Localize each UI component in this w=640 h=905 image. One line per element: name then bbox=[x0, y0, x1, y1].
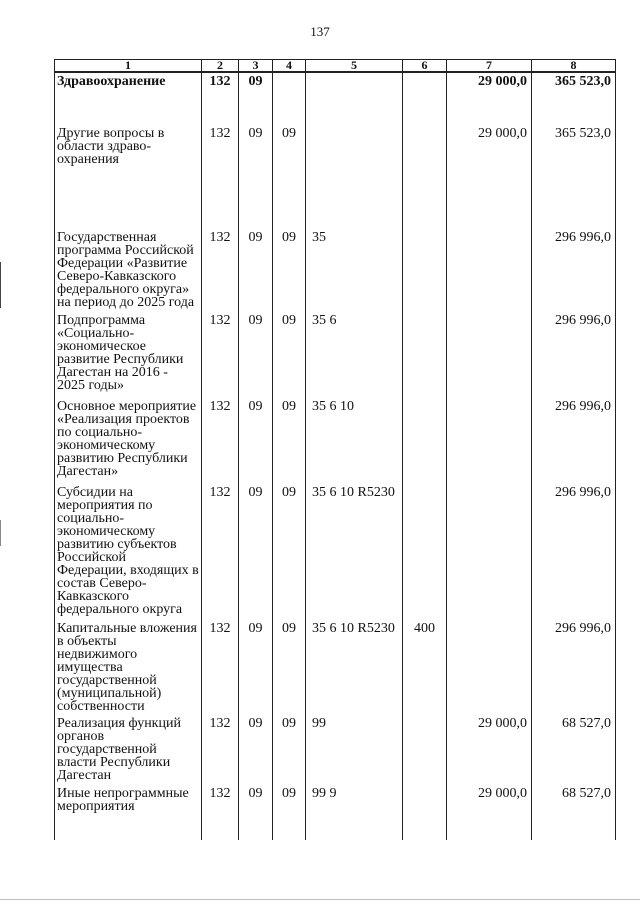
cell-target-article: 35 6 bbox=[306, 310, 403, 396]
row-name: Иные непрограммные мероприятия bbox=[55, 783, 202, 840]
column-header: 3 bbox=[239, 60, 273, 73]
cell-subsection: 09 bbox=[273, 123, 306, 227]
column-header: 6 bbox=[403, 60, 447, 73]
cell-amount-2: 296 996,0 bbox=[532, 310, 616, 396]
cell-amount-1: 29 000,0 bbox=[447, 783, 532, 840]
margin-mark bbox=[0, 262, 1, 308]
cell-expense-type bbox=[403, 783, 447, 840]
table-row bbox=[55, 618, 616, 713]
page-number: 137 bbox=[310, 24, 330, 39]
table-row bbox=[55, 713, 616, 783]
cell-amount-1 bbox=[447, 482, 532, 618]
cell-ministry: 132 bbox=[202, 618, 239, 713]
cell-section: 09 bbox=[239, 227, 273, 310]
cell-amount-2: 365 523,0 bbox=[532, 123, 616, 227]
cell-subsection: 09 bbox=[273, 783, 306, 840]
cell-subsection: 09 bbox=[273, 618, 306, 713]
row-name: Другие вопросы в области здраво-охранения bbox=[55, 123, 202, 227]
cell-subsection: 09 bbox=[273, 227, 306, 310]
row-name: Капитальные вложения в объекты недвижимого имущества государственной (муниципальной) собственности bbox=[55, 618, 202, 713]
cell-subsection: 09 bbox=[273, 482, 306, 618]
cell-ministry: 132 bbox=[202, 123, 239, 227]
cell-amount-2: 68 527,0 bbox=[532, 713, 616, 783]
cell-amount-1: 29 000,0 bbox=[447, 123, 532, 227]
cell-amount-2: 296 996,0 bbox=[532, 227, 616, 310]
cell-subsection: 09 bbox=[273, 310, 306, 396]
column-header: 5 bbox=[306, 60, 403, 73]
cell-target-article: 99 9 bbox=[306, 783, 403, 840]
column-header: 8 bbox=[532, 60, 616, 73]
cell-target-article bbox=[306, 123, 403, 227]
cell-subsection: 09 bbox=[273, 396, 306, 482]
cell-ministry: 132 bbox=[202, 783, 239, 840]
cell-target-article: 99 bbox=[306, 713, 403, 783]
cell-expense-type bbox=[403, 227, 447, 310]
cell-ministry: 132 bbox=[202, 396, 239, 482]
table-row bbox=[55, 72, 616, 123]
cell-amount-1 bbox=[447, 310, 532, 396]
column-header: 4 bbox=[273, 60, 306, 73]
cell-subsection: 09 bbox=[273, 713, 306, 783]
cell-expense-type bbox=[403, 482, 447, 618]
cell-expense-type bbox=[403, 72, 447, 123]
cell-amount-2: 296 996,0 bbox=[532, 618, 616, 713]
column-header: 1 bbox=[55, 60, 202, 73]
column-header: 7 bbox=[447, 60, 532, 73]
cell-ministry: 132 bbox=[202, 482, 239, 618]
cell-section: 09 bbox=[239, 713, 273, 783]
table-row bbox=[55, 396, 616, 482]
cell-amount-2: 68 527,0 bbox=[532, 783, 616, 840]
row-name: Государственная программа Российской Федерации «Развитие Северо-Кавказского федерального округа» на период до 2025 года bbox=[55, 227, 202, 310]
table-row bbox=[55, 123, 616, 227]
cell-amount-1 bbox=[447, 618, 532, 713]
cell-target-article bbox=[306, 72, 403, 123]
table-row bbox=[55, 482, 616, 618]
cell-amount-1 bbox=[447, 227, 532, 310]
budget-table bbox=[54, 59, 616, 840]
cell-expense-type bbox=[403, 713, 447, 783]
cell-section: 09 bbox=[239, 783, 273, 840]
table-row bbox=[55, 310, 616, 396]
cell-target-article: 35 bbox=[306, 227, 403, 310]
cell-target-article: 35 6 10 bbox=[306, 396, 403, 482]
cell-section: 09 bbox=[239, 618, 273, 713]
cell-ministry: 132 bbox=[202, 310, 239, 396]
cell-section: 09 bbox=[239, 482, 273, 618]
cell-section: 09 bbox=[239, 396, 273, 482]
cell-section: 09 bbox=[239, 72, 273, 123]
cell-expense-type bbox=[403, 123, 447, 227]
cell-ministry: 132 bbox=[202, 72, 239, 123]
margin-mark bbox=[0, 520, 1, 546]
cell-ministry: 132 bbox=[202, 227, 239, 310]
cell-ministry: 132 bbox=[202, 713, 239, 783]
cell-section: 09 bbox=[239, 123, 273, 227]
cell-amount-2: 365 523,0 bbox=[532, 72, 616, 123]
cell-section: 09 bbox=[239, 310, 273, 396]
table-row bbox=[55, 227, 616, 310]
column-header: 2 bbox=[202, 60, 239, 73]
cell-expense-type: 400 bbox=[403, 618, 447, 713]
cell-amount-2: 296 996,0 bbox=[532, 482, 616, 618]
cell-expense-type bbox=[403, 310, 447, 396]
header-row bbox=[55, 60, 616, 73]
cell-amount-1 bbox=[447, 396, 532, 482]
cell-target-article: 35 6 10 R5230 bbox=[306, 482, 403, 618]
page-edge-line bbox=[0, 899, 640, 900]
cell-subsection bbox=[273, 72, 306, 123]
row-name: Основное мероприятие «Реализация проектов по социально-экономическому развитию Республики Дагестан» bbox=[55, 396, 202, 482]
cell-target-article: 35 6 10 R5230 bbox=[306, 618, 403, 713]
cell-amount-2: 296 996,0 bbox=[532, 396, 616, 482]
cell-amount-1: 29 000,0 bbox=[447, 72, 532, 123]
row-name: Здравоохранение bbox=[55, 72, 202, 123]
row-name: Субсидии на мероприятия по социально-экономическому развитию субъектов Российской Федерации, входящих в состав Северо-Кавказского федерального округа bbox=[55, 482, 202, 618]
cell-amount-1: 29 000,0 bbox=[447, 713, 532, 783]
cell-expense-type bbox=[403, 396, 447, 482]
table-row bbox=[55, 783, 616, 840]
row-name: Реализация функций органов государственной власти Республики Дагестан bbox=[55, 713, 202, 783]
row-name: Подпрограмма «Социально-экономическое развитие Республики Дагестан на 2016 - 2025 годы» bbox=[55, 310, 202, 396]
